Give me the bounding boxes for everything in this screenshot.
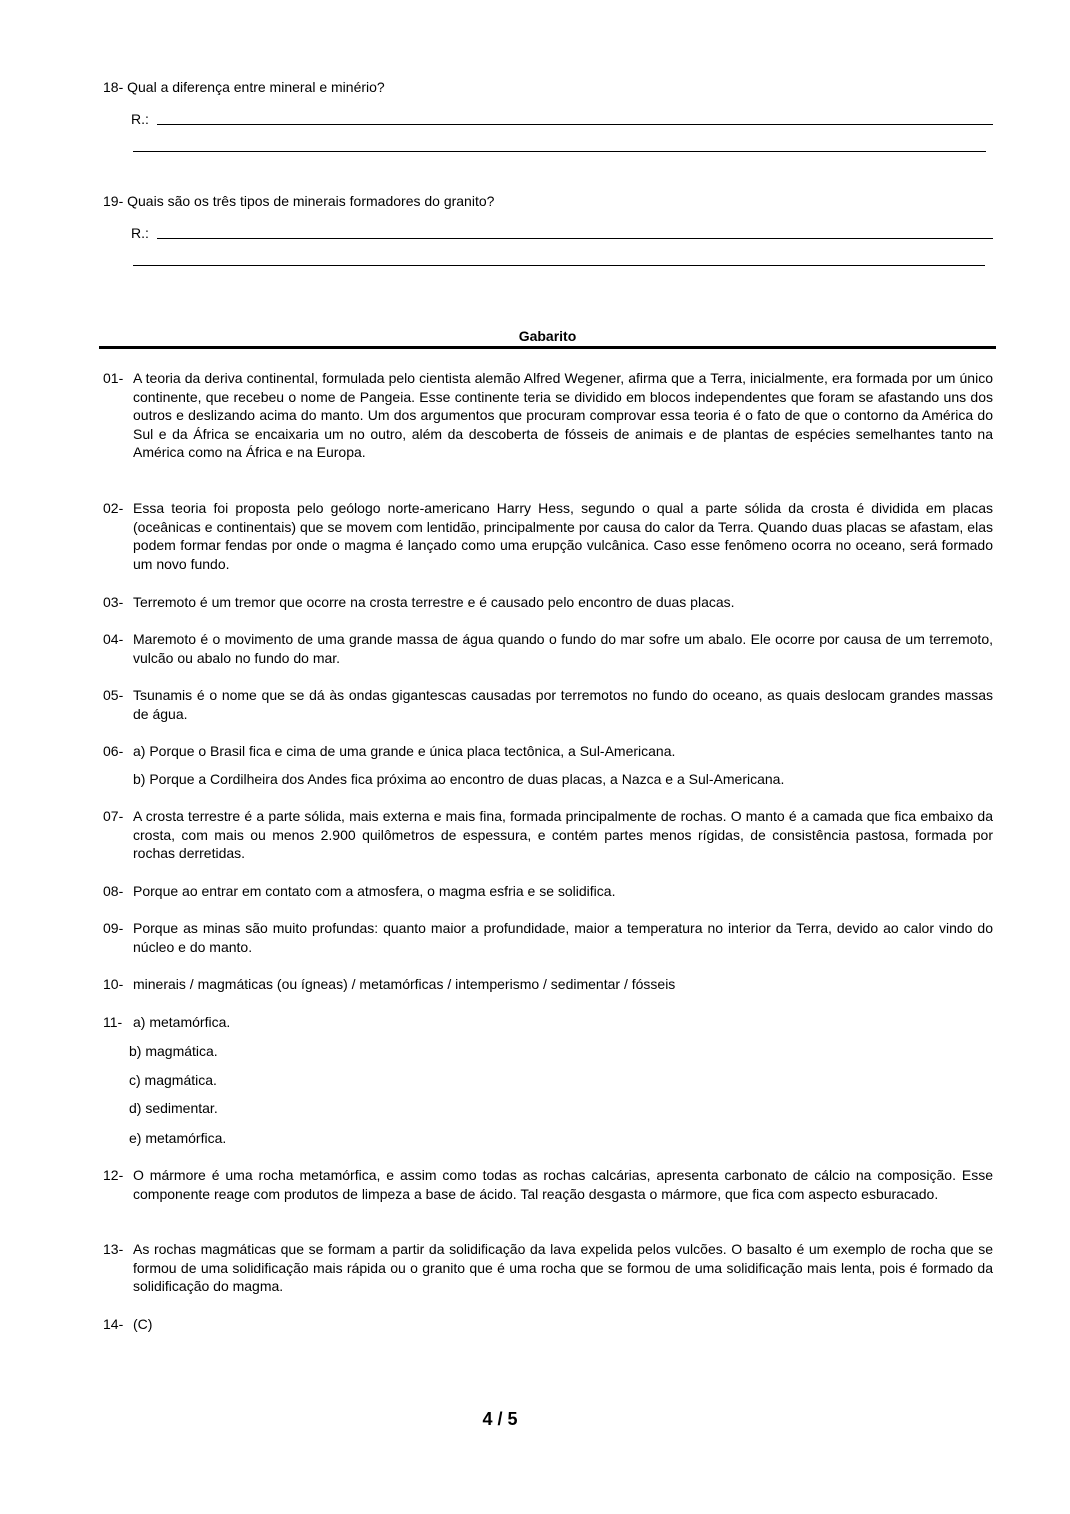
answer-line <box>133 151 986 152</box>
answer-04 <box>103 630 993 667</box>
answer-03 <box>103 593 993 612</box>
answer-text: Porque as minas são muito profundas: quanto maior a profundidade, maior a temperatura no interior da Terra, devido ao calor vindo do núcleo e do manto. <box>133 920 993 955</box>
answer-line <box>133 265 985 266</box>
answer-line <box>157 124 993 125</box>
answer-part-a: a) Porque o Brasil fica e cima de uma grande e única placa tectônica, a Sul-Americana. <box>133 743 676 759</box>
answer-number: 08- <box>103 883 124 899</box>
answer-06-part-b: b) Porque a Cordilheira dos Andes fica próxima ao encontro de duas placas, a Nazca e a Sul-Americana. <box>133 771 785 787</box>
answer-number: 07- <box>103 808 124 824</box>
question-19 <box>103 192 494 210</box>
answer-text: A crosta terrestre é a parte sólida, mais externa e mais fina, formada principalmente de rochas. O manto é a camada que fica embaixo da crosta, com mais ou menos 2.900 quilômetros de espessura, e contém partes menos rígidas, de consistência pastosa, formada por rochas derretidas. <box>133 808 993 861</box>
gabarito-divider <box>99 346 996 349</box>
question-18 <box>103 78 385 96</box>
answer-text: minerais / magmáticas (ou ígneas) / metamórficas / intemperismo / sedimentar / fósseis <box>133 976 676 992</box>
answer-text: Essa teoria foi proposta pelo geólogo norte-americano Harry Hess, segundo o qual a parte sólida da crosta é dividida em placas (oceânicas e continentais) que se movem com lentidão, principalmente por causa do calor da Terra. Quando duas placas se afastam, elas podem formar fendas por onde o magma é lançado como uma erupção vulcânica. Caso esse fenômeno ocorra no oceano, será formado um novo fundo. <box>133 500 993 572</box>
answer-text: (C) <box>133 1316 153 1332</box>
answer-10 <box>103 975 993 994</box>
answer-text: O mármore é uma rocha metamórfica, e assim como todas as rochas calcárias, apresenta carbonato de cálcio na composição. Esse componente reage com produtos de limpeza a base de ácido. Tal reação desgasta o mármore, que fica com aspecto esburacado. <box>133 1167 993 1202</box>
answer-11 <box>103 1013 993 1032</box>
answer-text: A teoria da deriva continental, formulada pelo cientista alemão Alfred Wegener, afirma que a Terra, inicialmente, era formada por um único continente, que recebeu o nome de Pangeia. Esse continente teria se dividido em blocos independentes que foram se afastando uns dos outros e deslizando acima do manto. Um dos argumentos que procuram comprovar essa teoria é o fato de que o contorno da América do Sul e da África se encaixaria um no outro, além da descoberta de fósseis de animais e de plantas de espécies semelhantes tanto na América como na África e na Europa. <box>133 370 993 460</box>
answer-02 <box>103 499 993 573</box>
response-label: R.: <box>131 225 149 241</box>
answer-part-a: a) metamórfica. <box>133 1014 231 1030</box>
question-text: Qual a diferença entre mineral e minério? <box>127 79 385 95</box>
answer-number: 13- <box>103 1241 124 1257</box>
answer-06 <box>103 742 993 761</box>
answer-text: Porque ao entrar em contato com a atmosfera, o magma esfria e se solidifica. <box>133 883 616 899</box>
answer-number: 10- <box>103 976 124 992</box>
answer-08 <box>103 882 993 901</box>
answer-number: 14- <box>103 1316 124 1332</box>
answer-number: 05- <box>103 687 124 703</box>
answer-number: 12- <box>103 1167 124 1183</box>
gabarito-title: Gabarito <box>518 328 577 344</box>
answer-text: As rochas magmáticas que se formam a partir da solidificação da lava expelida pelos vulcões. O basalto é um exemplo de rocha que se formou de uma solidificação mais rápida ou o granito que é uma rocha que se formou de uma solidificação mais lenta, pois é formado da solidificação do magma. <box>133 1241 993 1294</box>
answer-number: 01- <box>103 370 124 386</box>
answer-13 <box>103 1240 993 1296</box>
answer-number: 04- <box>103 631 124 647</box>
answer-text: Tsunamis é o nome que se dá às ondas gigantescas causadas por terremotos no fundo do oceano, as quais deslocam grandes massas de água. <box>133 687 993 722</box>
answer-text: Terremoto é um tremor que ocorre na crosta terrestre e é causado pelo encontro de duas placas. <box>133 594 735 610</box>
question-text: Quais são os três tipos de minerais formadores do granito? <box>127 193 495 209</box>
answer-12 <box>103 1166 993 1203</box>
answer-14 <box>103 1315 993 1334</box>
answer-number: 02- <box>103 500 124 516</box>
question-number: 19- <box>103 193 124 209</box>
answer-11-part-d: d) sedimentar. <box>129 1100 218 1116</box>
answer-number: 03- <box>103 594 124 610</box>
answer-05 <box>103 686 993 723</box>
answer-09 <box>103 919 993 956</box>
response-label: R.: <box>131 111 149 127</box>
answer-text: Maremoto é o movimento de uma grande massa de água quando o fundo do mar sofre um abalo. Ele ocorre por causa de um terremoto, vulcão ou abalo no fundo do mar. <box>133 631 993 666</box>
answer-number: 11- <box>103 1014 123 1030</box>
answer-number: 06- <box>103 743 124 759</box>
question-number: 18- <box>103 79 124 95</box>
answer-01 <box>103 369 993 462</box>
answer-number: 09- <box>103 920 124 936</box>
answer-11-part-c: c) magmática. <box>129 1072 217 1088</box>
answer-11-part-b: b) magmática. <box>129 1043 218 1059</box>
answer-11-part-e: e) metamórfica. <box>129 1130 227 1146</box>
answer-07 <box>103 807 993 863</box>
page-number: 4 / 5 <box>482 1409 518 1429</box>
answer-line <box>157 238 993 239</box>
